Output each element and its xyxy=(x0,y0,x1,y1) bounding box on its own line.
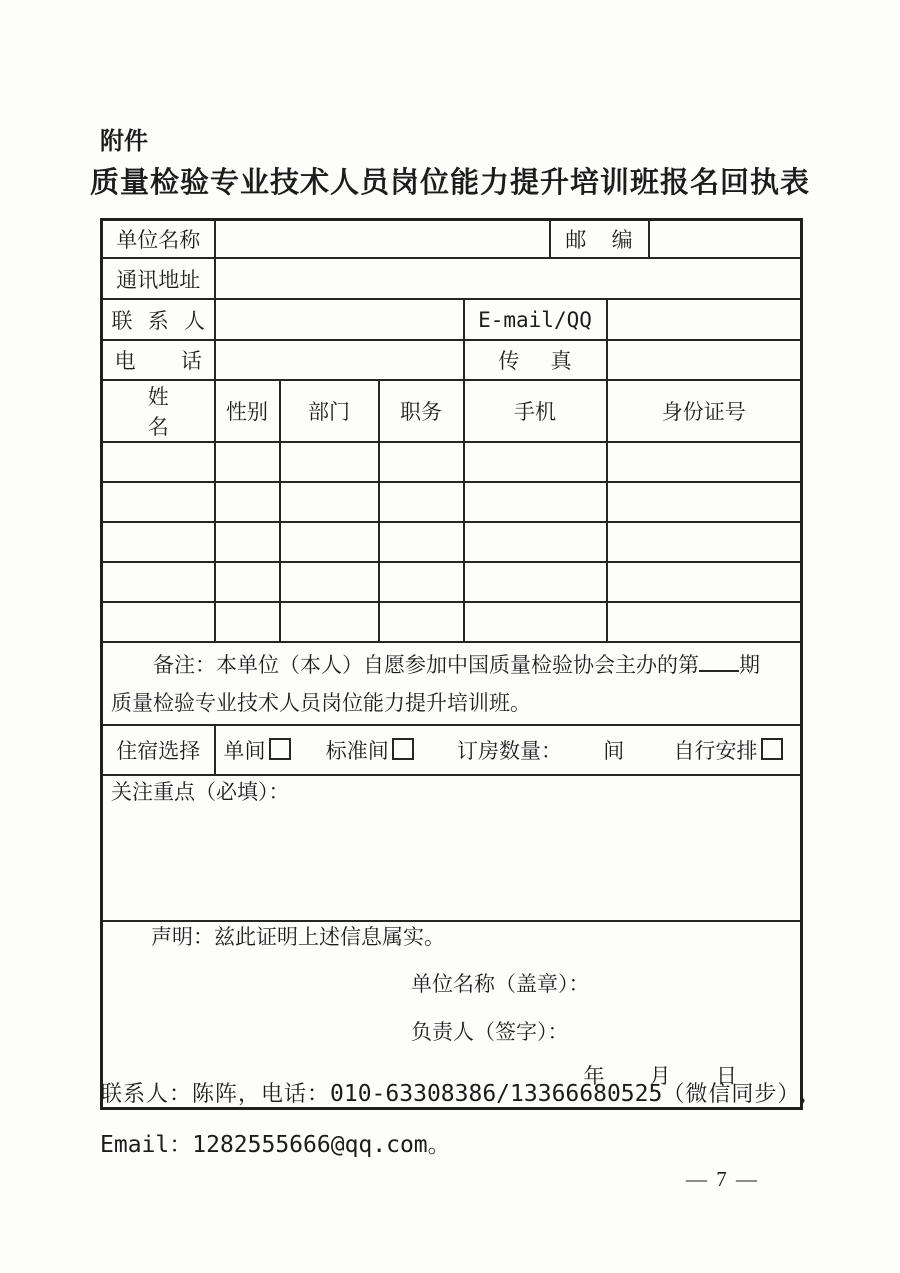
roster-cell[interactable] xyxy=(102,562,215,602)
phone-label: 电 话 xyxy=(102,340,215,380)
accommodation-options-cell xyxy=(215,725,802,775)
remark-line2: 质量检验专业技术人员岗位能力提升培训班。 xyxy=(111,690,531,715)
roster-cell[interactable] xyxy=(280,522,379,562)
postal-code-input-cell[interactable] xyxy=(649,220,802,259)
roster-row xyxy=(102,482,802,522)
roster-cell[interactable] xyxy=(464,442,607,482)
roster-header-gender: 性别 xyxy=(215,380,280,442)
attachment-label: 附件 xyxy=(100,128,148,155)
address-label: 通讯地址 xyxy=(102,258,215,299)
registration-form-table xyxy=(100,218,803,1110)
self-arrange-option xyxy=(674,735,783,765)
org-seal-label: 单位名称（盖章）： xyxy=(411,972,590,996)
roster-cell[interactable] xyxy=(102,482,215,522)
roster-cell[interactable] xyxy=(280,482,379,522)
contact-person-input-cell[interactable] xyxy=(215,299,464,340)
date-line: 年 月 日 xyxy=(583,1064,737,1088)
roster-cell[interactable] xyxy=(379,442,464,482)
contact-person-label: 联 系 人 xyxy=(102,299,215,340)
roster-header-position: 职务 xyxy=(379,380,464,442)
roster-cell[interactable] xyxy=(464,522,607,562)
roster-cell[interactable] xyxy=(215,442,280,482)
roster-cell[interactable] xyxy=(102,522,215,562)
standard-room-option xyxy=(326,735,414,765)
qty-unit-label: 间 xyxy=(603,739,625,763)
unit-name-label: 单位名称 xyxy=(102,220,215,259)
remark-line1-prefix: 备注：本单位（本人）自愿参加中国质量检验协会主办的第 xyxy=(153,652,699,677)
roster-header-name: 姓 名 xyxy=(102,380,215,442)
single-room-label: 单间 xyxy=(223,739,266,763)
roster-header-department: 部门 xyxy=(280,380,379,442)
address-row xyxy=(102,258,802,299)
roster-cell[interactable] xyxy=(280,442,379,482)
phone-input-cell[interactable] xyxy=(215,340,464,380)
roster-cell[interactable] xyxy=(215,482,280,522)
roster-cell[interactable] xyxy=(464,562,607,602)
roster-cell[interactable] xyxy=(464,482,607,522)
focus-input-cell[interactable] xyxy=(102,775,802,921)
roster-cell[interactable] xyxy=(607,482,802,522)
footer-email-label: Email： xyxy=(100,1132,193,1158)
remark-row xyxy=(102,642,802,725)
standard-room-label: 标准间 xyxy=(325,739,389,763)
roster-cell[interactable] xyxy=(607,602,802,642)
remark-line1 xyxy=(111,646,792,684)
footer-contact-phone: 010-63308386/13366680525 xyxy=(330,1081,663,1107)
email-qq-input-cell[interactable] xyxy=(607,299,802,340)
roster-cell[interactable] xyxy=(379,562,464,602)
roster-cell[interactable] xyxy=(464,602,607,642)
roster-cell[interactable] xyxy=(607,522,802,562)
single-room-option xyxy=(224,735,291,765)
roster-cell[interactable] xyxy=(607,562,802,602)
contact-row xyxy=(102,299,802,340)
roster-row xyxy=(102,442,802,482)
roster-cell[interactable] xyxy=(379,522,464,562)
roster-cell[interactable] xyxy=(215,602,280,642)
accommodation-label: 住宿选择 xyxy=(102,725,215,775)
accommodation-row xyxy=(102,725,802,775)
self-arrange-label: 自行安排 xyxy=(673,739,758,763)
remark-line1-suffix: 期 xyxy=(739,652,760,677)
roster-cell[interactable] xyxy=(215,562,280,602)
booking-qty-label: 订房数量： xyxy=(457,739,562,763)
fax-label: 传 真 xyxy=(464,340,607,380)
declaration-statement: 声明：兹此证明上述信息属实。 xyxy=(151,925,445,949)
email-qq-label: E-mail/QQ xyxy=(464,299,607,340)
roster-header-row xyxy=(102,380,802,442)
address-input-cell[interactable] xyxy=(215,258,802,299)
roster-cell[interactable] xyxy=(280,602,379,642)
roster-row xyxy=(102,562,802,602)
roster-cell[interactable] xyxy=(102,602,215,642)
self-arrange-checkbox[interactable] xyxy=(761,738,783,760)
phone-row xyxy=(102,340,802,380)
unit-name-row xyxy=(102,220,802,259)
roster-cell[interactable] xyxy=(379,482,464,522)
roster-header-mobile: 手机 xyxy=(464,380,607,442)
roster-cell[interactable] xyxy=(607,442,802,482)
footer-contact-line xyxy=(100,1077,807,1108)
roster-header-id-number: 身份证号 xyxy=(607,380,802,442)
signer-label: 负责人（签字）： xyxy=(411,1020,569,1044)
focus-label: 关注重点（必填）： xyxy=(111,780,290,804)
fax-input-cell[interactable] xyxy=(607,340,802,380)
roster-row xyxy=(102,522,802,562)
roster-cell[interactable] xyxy=(379,602,464,642)
roster-cell[interactable] xyxy=(280,562,379,602)
remark-cell xyxy=(102,642,802,725)
term-number-blank[interactable] xyxy=(699,650,739,672)
footer-email-value: 1282555666@qq.com。 xyxy=(192,1132,451,1158)
postal-code-label: 邮 编 xyxy=(550,220,649,259)
roster-cell[interactable] xyxy=(102,442,215,482)
footer-contact-prefix: 联系人：陈阵，电话： xyxy=(100,1081,331,1106)
single-room-checkbox[interactable] xyxy=(269,738,291,760)
page-number: — 7 — xyxy=(686,1167,759,1191)
focus-row xyxy=(102,775,802,921)
unit-name-input-cell[interactable] xyxy=(215,220,550,259)
roster-cell[interactable] xyxy=(215,522,280,562)
page-title: 质量检验专业技术人员岗位能力提升培训班报名回执表 xyxy=(89,167,810,199)
footer-contact-suffix: （微信同步）, xyxy=(662,1081,807,1106)
standard-room-checkbox[interactable] xyxy=(392,738,414,760)
footer-email-line xyxy=(100,1126,451,1159)
roster-row xyxy=(102,602,802,642)
